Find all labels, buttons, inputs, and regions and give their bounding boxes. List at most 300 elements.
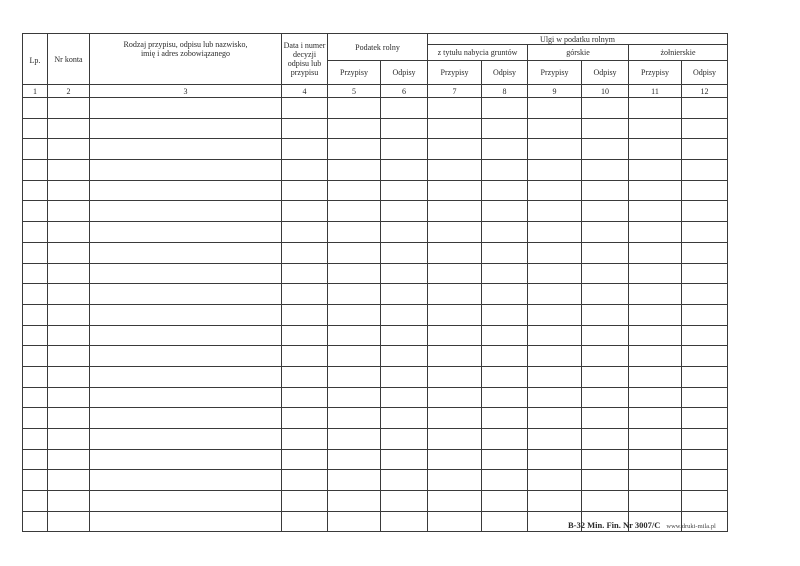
empty-cell[interactable] <box>682 263 728 284</box>
empty-cell[interactable] <box>629 201 682 222</box>
empty-cell[interactable] <box>482 491 528 512</box>
empty-cell[interactable] <box>23 201 48 222</box>
empty-cell[interactable] <box>282 222 328 243</box>
table-row <box>23 180 728 201</box>
empty-cell[interactable] <box>90 366 282 387</box>
empty-cell[interactable] <box>428 118 482 139</box>
empty-cell[interactable] <box>682 470 728 491</box>
empty-cell[interactable] <box>90 449 282 470</box>
empty-cell[interactable] <box>428 429 482 450</box>
empty-cell[interactable] <box>381 366 428 387</box>
empty-cell[interactable] <box>48 118 90 139</box>
empty-cell[interactable] <box>682 325 728 346</box>
table-row <box>23 118 728 139</box>
empty-cell[interactable] <box>328 408 381 429</box>
empty-cell[interactable] <box>682 98 728 119</box>
empty-cell[interactable] <box>90 470 282 491</box>
form-footer <box>568 520 716 530</box>
empty-cell[interactable] <box>528 263 582 284</box>
empty-cell[interactable] <box>428 470 482 491</box>
empty-cell[interactable] <box>282 408 328 429</box>
column-number-row <box>23 85 728 98</box>
form-code: B-32 Min. Fin. Nr 3007/C <box>568 520 661 530</box>
empty-cell[interactable] <box>528 429 582 450</box>
empty-cell[interactable] <box>23 449 48 470</box>
empty-cell[interactable] <box>528 201 582 222</box>
empty-cell[interactable] <box>682 387 728 408</box>
empty-cell[interactable] <box>90 387 282 408</box>
empty-cell[interactable] <box>629 139 682 160</box>
empty-cell[interactable] <box>629 346 682 367</box>
empty-cell[interactable] <box>48 387 90 408</box>
empty-cell[interactable] <box>328 118 381 139</box>
empty-cell[interactable] <box>428 201 482 222</box>
header-przypisy: Przypisy <box>428 61 482 85</box>
table-row <box>23 470 728 491</box>
empty-cell[interactable] <box>428 139 482 160</box>
empty-cell[interactable] <box>381 408 428 429</box>
empty-cell[interactable] <box>482 180 528 201</box>
empty-cell[interactable] <box>23 429 48 450</box>
empty-cell[interactable] <box>582 222 629 243</box>
empty-cell[interactable] <box>90 429 282 450</box>
empty-cell[interactable] <box>23 325 48 346</box>
empty-cell[interactable] <box>528 222 582 243</box>
header-zolnierskie: żołnierskie <box>629 45 728 61</box>
header-rodzaj: Rodzaj przypisu, odpisu lub nazwisko, imię i adres zobowiązanego <box>90 34 282 85</box>
empty-cell[interactable] <box>282 491 328 512</box>
column-number: 9 <box>528 85 582 98</box>
empty-cell[interactable] <box>328 222 381 243</box>
empty-cell[interactable] <box>428 491 482 512</box>
empty-cell[interactable] <box>482 118 528 139</box>
table-row <box>23 242 728 263</box>
column-number: 5 <box>328 85 381 98</box>
empty-cell[interactable] <box>48 284 90 305</box>
empty-cell[interactable] <box>528 325 582 346</box>
empty-cell[interactable] <box>48 180 90 201</box>
empty-cell[interactable] <box>582 325 629 346</box>
empty-cell[interactable] <box>90 139 282 160</box>
empty-cell[interactable] <box>328 180 381 201</box>
empty-cell[interactable] <box>528 160 582 181</box>
empty-cell[interactable] <box>629 180 682 201</box>
empty-cell[interactable] <box>582 470 629 491</box>
empty-cell[interactable] <box>682 304 728 325</box>
table-row <box>23 284 728 305</box>
empty-cell[interactable] <box>528 491 582 512</box>
empty-cell[interactable] <box>328 263 381 284</box>
empty-cell[interactable] <box>381 180 428 201</box>
empty-cell[interactable] <box>282 366 328 387</box>
empty-cell[interactable] <box>428 284 482 305</box>
empty-cell[interactable] <box>629 98 682 119</box>
header-odpisy: Odpisy <box>381 61 428 85</box>
empty-cell[interactable] <box>381 118 428 139</box>
empty-cell[interactable] <box>629 491 682 512</box>
empty-cell[interactable] <box>90 180 282 201</box>
empty-cell[interactable] <box>23 304 48 325</box>
empty-cell[interactable] <box>629 325 682 346</box>
empty-cell[interactable] <box>528 408 582 429</box>
table-row <box>23 408 728 429</box>
empty-cell[interactable] <box>282 387 328 408</box>
empty-cell[interactable] <box>482 511 528 532</box>
table-row <box>23 98 728 119</box>
empty-cell[interactable] <box>482 284 528 305</box>
empty-cell[interactable] <box>428 325 482 346</box>
empty-cell[interactable] <box>48 408 90 429</box>
empty-cell[interactable] <box>629 263 682 284</box>
empty-cell[interactable] <box>48 449 90 470</box>
empty-cell[interactable] <box>582 98 629 119</box>
empty-cell[interactable] <box>428 160 482 181</box>
empty-cell[interactable] <box>282 429 328 450</box>
empty-cell[interactable] <box>48 511 90 532</box>
empty-cell[interactable] <box>381 470 428 491</box>
empty-cell[interactable] <box>381 222 428 243</box>
empty-cell[interactable] <box>482 304 528 325</box>
empty-cell[interactable] <box>682 201 728 222</box>
column-number: 6 <box>381 85 428 98</box>
empty-cell[interactable] <box>682 139 728 160</box>
empty-cell[interactable] <box>428 346 482 367</box>
empty-cell[interactable] <box>482 263 528 284</box>
column-number: 4 <box>282 85 328 98</box>
empty-cell[interactable] <box>482 387 528 408</box>
empty-cell[interactable] <box>23 491 48 512</box>
empty-cell[interactable] <box>482 470 528 491</box>
header-przypisy: Przypisy <box>528 61 582 85</box>
empty-cell[interactable] <box>528 139 582 160</box>
empty-cell[interactable] <box>428 387 482 408</box>
empty-cell[interactable] <box>428 180 482 201</box>
empty-cell[interactable] <box>282 201 328 222</box>
empty-cell[interactable] <box>48 201 90 222</box>
empty-cell[interactable] <box>282 180 328 201</box>
empty-cell[interactable] <box>328 429 381 450</box>
empty-cell[interactable] <box>282 98 328 119</box>
empty-cell[interactable] <box>528 304 582 325</box>
header-odpisy: Odpisy <box>582 61 629 85</box>
empty-cell[interactable] <box>282 470 328 491</box>
empty-cell[interactable] <box>629 429 682 450</box>
empty-cell[interactable] <box>528 449 582 470</box>
empty-cell[interactable] <box>90 263 282 284</box>
empty-cell[interactable] <box>90 284 282 305</box>
empty-cell[interactable] <box>23 242 48 263</box>
empty-cell[interactable] <box>482 139 528 160</box>
empty-cell[interactable] <box>428 222 482 243</box>
empty-cell[interactable] <box>328 449 381 470</box>
empty-cell[interactable] <box>48 139 90 160</box>
empty-cell[interactable] <box>90 98 282 119</box>
column-number: 7 <box>428 85 482 98</box>
empty-cell[interactable] <box>90 160 282 181</box>
header-lp: Lp. <box>23 34 48 85</box>
empty-cell[interactable] <box>23 118 48 139</box>
empty-cell[interactable] <box>682 491 728 512</box>
empty-cell[interactable] <box>90 408 282 429</box>
empty-cell[interactable] <box>629 304 682 325</box>
empty-cell[interactable] <box>682 160 728 181</box>
empty-cell[interactable] <box>381 263 428 284</box>
empty-cell[interactable] <box>282 263 328 284</box>
empty-cell[interactable] <box>482 429 528 450</box>
empty-cell[interactable] <box>48 325 90 346</box>
empty-cell[interactable] <box>428 449 482 470</box>
empty-cell[interactable] <box>528 98 582 119</box>
empty-cell[interactable] <box>528 284 582 305</box>
empty-cell[interactable] <box>23 222 48 243</box>
table-row <box>23 346 728 367</box>
empty-cell[interactable] <box>482 160 528 181</box>
header-przypisy: Przypisy <box>629 61 682 85</box>
empty-cell[interactable] <box>428 511 482 532</box>
empty-cell[interactable] <box>582 491 629 512</box>
empty-cell[interactable] <box>682 449 728 470</box>
empty-cell[interactable] <box>328 387 381 408</box>
empty-cell[interactable] <box>328 284 381 305</box>
empty-cell[interactable] <box>582 263 629 284</box>
empty-cell[interactable] <box>23 180 48 201</box>
empty-cell[interactable] <box>482 346 528 367</box>
table-row <box>23 491 728 512</box>
empty-cell[interactable] <box>328 304 381 325</box>
empty-cell[interactable] <box>381 284 428 305</box>
table-row <box>23 201 728 222</box>
empty-cell[interactable] <box>328 470 381 491</box>
empty-cell[interactable] <box>282 325 328 346</box>
empty-cell[interactable] <box>90 304 282 325</box>
empty-cell[interactable] <box>48 98 90 119</box>
empty-cell[interactable] <box>23 346 48 367</box>
empty-cell[interactable] <box>582 387 629 408</box>
empty-cell[interactable] <box>48 470 90 491</box>
empty-cell[interactable] <box>482 325 528 346</box>
empty-cell[interactable] <box>48 242 90 263</box>
empty-cell[interactable] <box>682 366 728 387</box>
empty-cell[interactable] <box>381 511 428 532</box>
empty-cell[interactable] <box>528 387 582 408</box>
empty-cell[interactable] <box>282 160 328 181</box>
empty-cell[interactable] <box>48 429 90 450</box>
empty-cell[interactable] <box>282 139 328 160</box>
column-number: 3 <box>90 85 282 98</box>
empty-cell[interactable] <box>90 201 282 222</box>
empty-cell[interactable] <box>90 511 282 532</box>
empty-cell[interactable] <box>48 263 90 284</box>
empty-cell[interactable] <box>528 346 582 367</box>
empty-cell[interactable] <box>582 346 629 367</box>
empty-cell[interactable] <box>582 304 629 325</box>
empty-cell[interactable] <box>582 366 629 387</box>
table-row <box>23 139 728 160</box>
table-row <box>23 263 728 284</box>
header-odpisy: Odpisy <box>482 61 528 85</box>
empty-cell[interactable] <box>582 408 629 429</box>
empty-cell[interactable] <box>682 284 728 305</box>
table-row <box>23 160 728 181</box>
empty-cell[interactable] <box>328 160 381 181</box>
empty-cell[interactable] <box>381 160 428 181</box>
empty-cell[interactable] <box>23 160 48 181</box>
empty-cell[interactable] <box>282 346 328 367</box>
table-row <box>23 366 728 387</box>
empty-cell[interactable] <box>23 511 48 532</box>
empty-cell[interactable] <box>282 511 328 532</box>
header-gorskie: górskie <box>528 45 629 61</box>
empty-cell[interactable] <box>582 118 629 139</box>
empty-cell[interactable] <box>629 242 682 263</box>
empty-cell[interactable] <box>682 118 728 139</box>
empty-cell[interactable] <box>282 242 328 263</box>
empty-cell[interactable] <box>482 242 528 263</box>
empty-cell[interactable] <box>90 118 282 139</box>
empty-cell[interactable] <box>381 429 428 450</box>
header-ulgi: Ulgi w podatku rolnym <box>428 34 728 45</box>
empty-cell[interactable] <box>23 470 48 491</box>
empty-cell[interactable] <box>48 491 90 512</box>
empty-cell[interactable] <box>682 180 728 201</box>
empty-cell[interactable] <box>629 222 682 243</box>
empty-cell[interactable] <box>23 387 48 408</box>
empty-cell[interactable] <box>328 98 381 119</box>
empty-cell[interactable] <box>381 449 428 470</box>
empty-cell[interactable] <box>629 366 682 387</box>
empty-cell[interactable] <box>381 346 428 367</box>
empty-cell[interactable] <box>381 325 428 346</box>
empty-cell[interactable] <box>428 304 482 325</box>
empty-cell[interactable] <box>582 180 629 201</box>
empty-cell[interactable] <box>90 325 282 346</box>
empty-cell[interactable] <box>482 449 528 470</box>
empty-cell[interactable] <box>90 222 282 243</box>
empty-cell[interactable] <box>629 470 682 491</box>
empty-cell[interactable] <box>482 222 528 243</box>
column-number: 12 <box>682 85 728 98</box>
empty-cell[interactable] <box>328 139 381 160</box>
empty-cell[interactable] <box>428 242 482 263</box>
header-nr-konta: Nr konta <box>48 34 90 85</box>
empty-cell[interactable] <box>282 118 328 139</box>
empty-cell[interactable] <box>23 284 48 305</box>
header-odpisy: Odpisy <box>682 61 728 85</box>
empty-cell[interactable] <box>381 304 428 325</box>
empty-cell[interactable] <box>23 366 48 387</box>
empty-cell[interactable] <box>328 201 381 222</box>
empty-cell[interactable] <box>682 346 728 367</box>
empty-cell[interactable] <box>582 139 629 160</box>
empty-cell[interactable] <box>528 366 582 387</box>
empty-cell[interactable] <box>528 118 582 139</box>
table-row <box>23 429 728 450</box>
empty-cell[interactable] <box>629 160 682 181</box>
empty-cell[interactable] <box>328 325 381 346</box>
table-row <box>23 449 728 470</box>
column-number: 8 <box>482 85 528 98</box>
empty-cell[interactable] <box>582 160 629 181</box>
empty-cell[interactable] <box>629 284 682 305</box>
empty-cell[interactable] <box>582 284 629 305</box>
empty-cell[interactable] <box>528 470 582 491</box>
empty-cell[interactable] <box>48 346 90 367</box>
empty-cell[interactable] <box>682 429 728 450</box>
empty-cell[interactable] <box>90 346 282 367</box>
empty-cell[interactable] <box>381 491 428 512</box>
empty-cell[interactable] <box>428 263 482 284</box>
empty-cell[interactable] <box>282 304 328 325</box>
empty-cell[interactable] <box>582 449 629 470</box>
header-data-numer: Data i numer decyzji odpisu lub przypisu <box>282 34 328 85</box>
column-number: 10 <box>582 85 629 98</box>
empty-cell[interactable] <box>90 242 282 263</box>
header-z-tytulu: z tytułu nabycia gruntów <box>428 45 528 61</box>
empty-cell[interactable] <box>381 242 428 263</box>
empty-cell[interactable] <box>682 242 728 263</box>
empty-cell[interactable] <box>381 139 428 160</box>
empty-cell[interactable] <box>582 429 629 450</box>
empty-cell[interactable] <box>629 449 682 470</box>
empty-cell[interactable] <box>629 387 682 408</box>
empty-cell[interactable] <box>482 98 528 119</box>
empty-cell[interactable] <box>23 263 48 284</box>
empty-cell[interactable] <box>23 139 48 160</box>
empty-cell[interactable] <box>328 511 381 532</box>
empty-cell[interactable] <box>428 408 482 429</box>
empty-cell[interactable] <box>282 449 328 470</box>
empty-cell[interactable] <box>328 491 381 512</box>
empty-cell[interactable] <box>482 201 528 222</box>
empty-cell[interactable] <box>48 366 90 387</box>
column-number: 2 <box>48 85 90 98</box>
empty-cell[interactable] <box>328 366 381 387</box>
empty-cell[interactable] <box>528 180 582 201</box>
table-row <box>23 304 728 325</box>
empty-cell[interactable] <box>48 160 90 181</box>
empty-cell[interactable] <box>23 408 48 429</box>
column-number: 1 <box>23 85 48 98</box>
empty-cell[interactable] <box>428 366 482 387</box>
empty-cell[interactable] <box>629 118 682 139</box>
empty-cell[interactable] <box>328 242 381 263</box>
empty-cell[interactable] <box>48 304 90 325</box>
empty-cell[interactable] <box>482 366 528 387</box>
ledger-table <box>22 33 728 532</box>
empty-cell[interactable] <box>428 98 482 119</box>
table-row <box>23 222 728 243</box>
empty-cell[interactable] <box>381 98 428 119</box>
empty-cell[interactable] <box>381 387 428 408</box>
empty-cell[interactable] <box>482 408 528 429</box>
empty-cell[interactable] <box>23 98 48 119</box>
empty-cell[interactable] <box>48 222 90 243</box>
empty-cell[interactable] <box>629 408 682 429</box>
empty-cell[interactable] <box>528 242 582 263</box>
header-podatek-rolny: Podatek rolny <box>328 34 428 61</box>
table-row <box>23 325 728 346</box>
empty-cell[interactable] <box>582 201 629 222</box>
empty-cell[interactable] <box>282 284 328 305</box>
column-number: 11 <box>629 85 682 98</box>
empty-cell[interactable] <box>682 222 728 243</box>
empty-cell[interactable] <box>582 242 629 263</box>
empty-cell[interactable] <box>90 491 282 512</box>
empty-cell[interactable] <box>381 201 428 222</box>
empty-cell[interactable] <box>682 408 728 429</box>
header-przypisy: Przypisy <box>328 61 381 85</box>
empty-cell[interactable] <box>328 346 381 367</box>
